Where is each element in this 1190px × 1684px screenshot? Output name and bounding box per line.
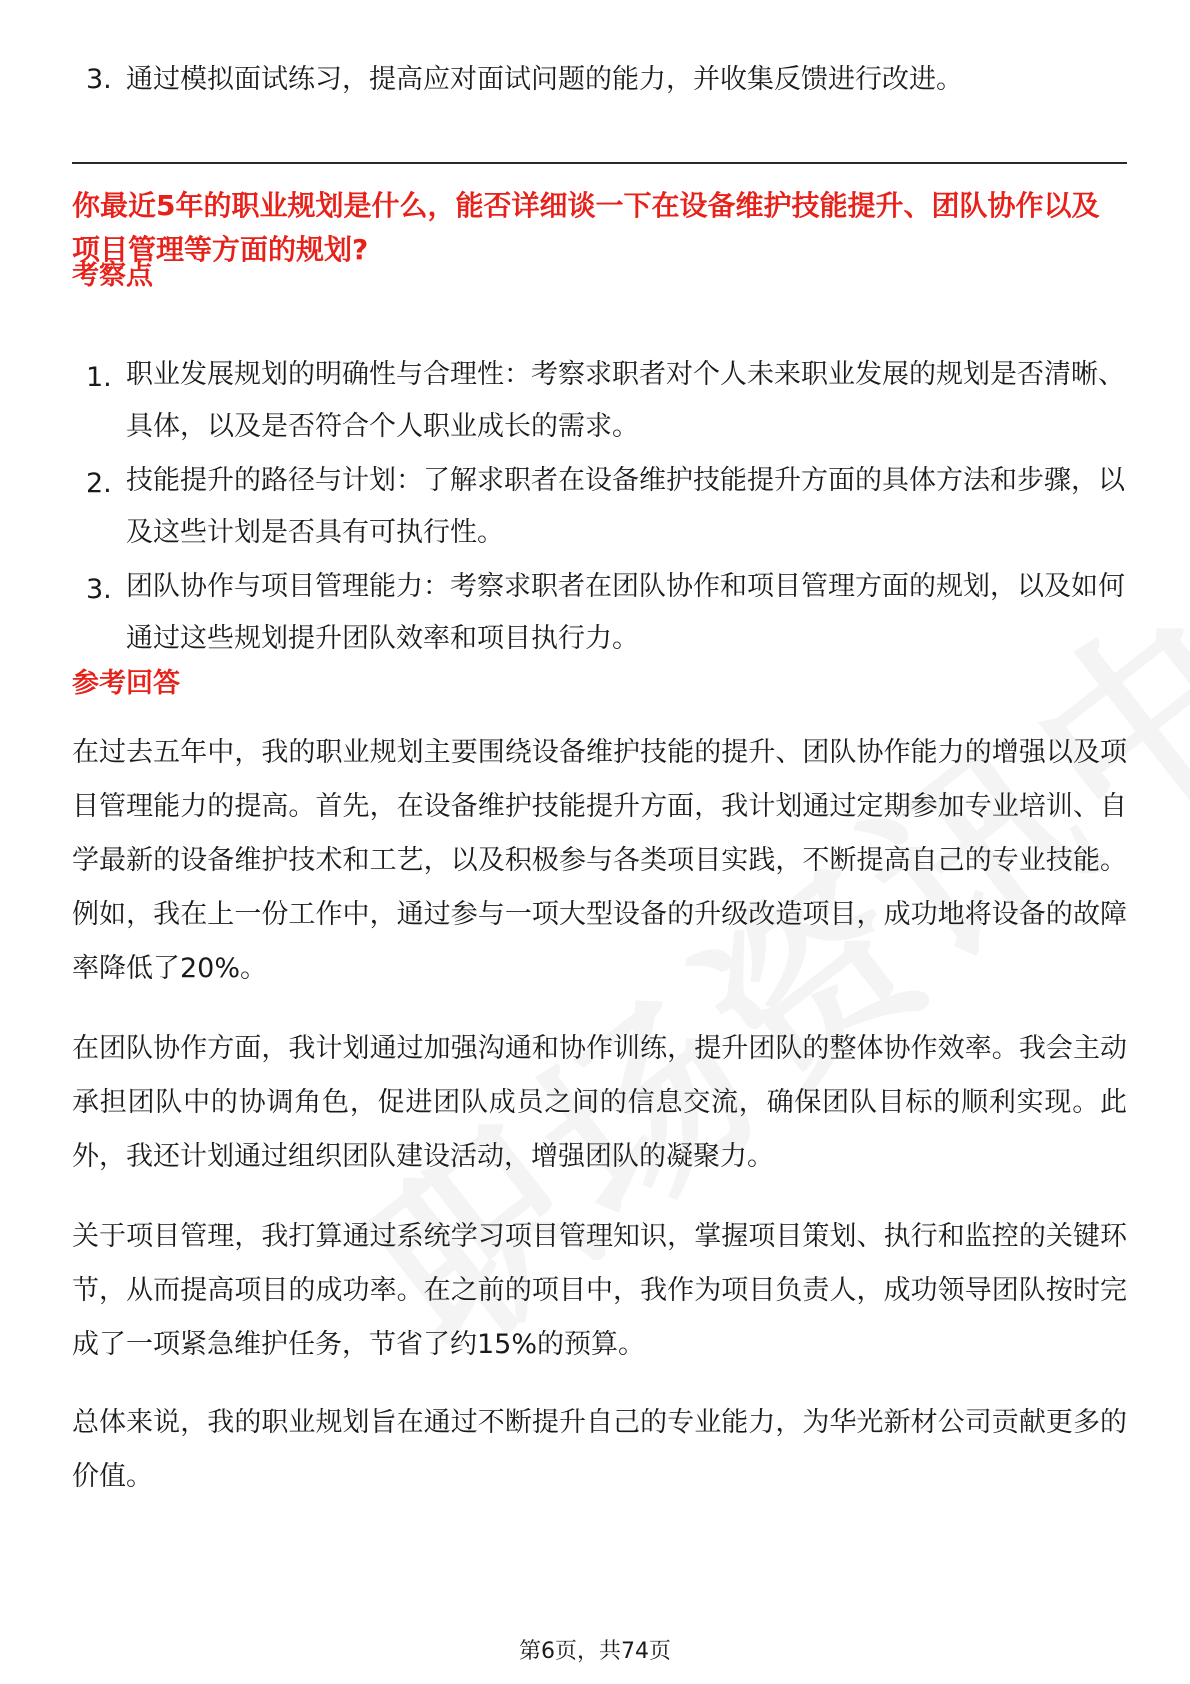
answer-heading: 参考回答 (72, 668, 180, 699)
page-number: 第6页，共74页 (519, 1639, 671, 1664)
answer-paragraph: 总体来说，我的职业规划旨在通过不断提升自己的专业能力，为华光新材公司贡献更多的价值。 (72, 1407, 1127, 1492)
answer-paragraph: 在过去五年中，我的职业规划主要围绕设备维护技能的提升、团队协作能力的增强以及项目管理能力的提高。首先，在设备维护技能提升方面，我计划通过定期参加专业培训、自学最新的设备维护技术和工艺，以及积极参与各类项目实践，不断提高自己的专业技能。例如，我在上一份工作中，通过参与一项大型设备的升级改造项目，成功地将设备的故障率降低了20%。 (72, 737, 1127, 984)
focus-list (86, 349, 1127, 665)
answer-paragraph: 在团队协作方面，我计划通过加强沟通和协作训练，提升团队的整体协作效率。我会主动承担团队中的协调角色，促进团队成员之间的信息交流，确保团队目标的顺利实现。此外，我还计划通过组织团队建设活动，增强团队的凝聚力。 (72, 1033, 1127, 1172)
list-item (86, 561, 1127, 665)
question-heading: 你最近5年的职业规划是什么，能否详细谈一下在设备维护技能提升、团队协作以及项目管理等方面的规划? (72, 189, 1100, 266)
list-item-text: 团队协作与项目管理能力：考察求职者在团队协作和项目管理方面的规划，以及如何通过这些规划提升团队效率和项目执行力。 (126, 571, 1125, 654)
list-item-text: 技能提升的路径与计划：了解求职者在设备维护技能提升方面的具体方法和步骤，以及这些计划是否具有可执行性。 (126, 465, 1125, 548)
list-item-number: 1. (86, 362, 112, 393)
list-item-text: 通过模拟面试练习，提高应对面试问题的能力，并收集反馈进行改进。 (126, 64, 963, 95)
list-item-number: 2. (86, 468, 112, 499)
list-item (86, 60, 963, 100)
list-item (86, 455, 1127, 559)
answer-paragraph: 关于项目管理，我打算通过系统学习项目管理知识，掌握项目策划、执行和监控的关键环节，从而提高项目的成功率。在之前的项目中，我作为项目负责人，成功领导团队按时完成了一项紧急维护任务，节省了约15%的预算。 (72, 1221, 1127, 1360)
list-item-number: 3. (86, 64, 112, 95)
divider (72, 162, 1127, 164)
list-item-text: 职业发展规划的明确性与合理性：考察求职者对个人未来职业发展的规划是否清晰、具体，以及是否符合个人职业成长的需求。 (126, 359, 1125, 442)
focus-heading: 考察点 (72, 260, 153, 291)
list-item-number: 3. (86, 574, 112, 605)
list-item (86, 349, 1127, 453)
